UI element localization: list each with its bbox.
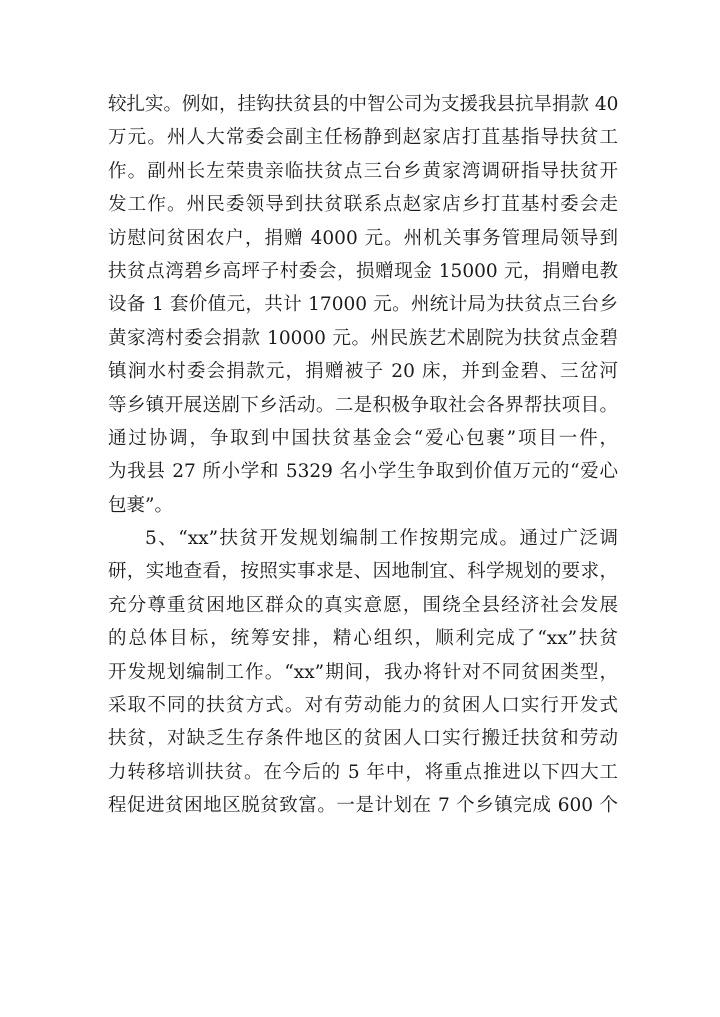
text-line: 的总体目标，统筹安排，精心组织，顺利完成了“xx”扶贫: [108, 628, 618, 650]
section-heading-line: 5、“xx”扶贫开发规划编制工作按期完成。通过广泛调: [145, 528, 618, 550]
text-line: 研，实地查看，按照实事求是、因地制宜、科学规划的要求，: [108, 561, 618, 583]
text-line: 访慰问贫困农户，捐赠 4000 元。州机关事务管理局领导到: [108, 227, 618, 249]
text-line: 充分尊重贫困地区群众的真实意愿，围绕全县经济社会发展: [108, 594, 618, 616]
text-line: 作。副州长左荣贵亲临扶贫点三台乡黄家湾调研指导扶贫开: [108, 160, 618, 182]
text-line: 力转移培训扶贫。在今后的 5 年中，将重点推进以下四大工: [108, 761, 618, 783]
text-line: 设备 1 套价值元，共计 17000 元。州统计局为扶贫点三台乡: [108, 294, 618, 316]
text-line: 较扎实。例如，挂钩扶贫县的中智公司为支援我县抗旱捐款 40: [108, 94, 619, 115]
text-line: 扶贫点湾碧乡高坪子村委会，损赠现金 15000 元，捐赠电教: [108, 260, 618, 282]
text-line: 扶贫，对缺乏生存条件地区的贫困人口实行搬迁扶贫和劳动: [108, 728, 618, 750]
text-line: 通过协调，争取到中国扶贫基金会“爱心包裹”项目一件，: [108, 427, 618, 449]
body-text: [108, 88, 618, 823]
text-line: 发工作。州民委领导到扶贫联系点赵家店乡打苴基村委会走: [108, 194, 618, 216]
text-line: 黄家湾村委会捐款 10000 元。州民族艺术剧院为扶贫点金碧: [108, 327, 618, 349]
text-line: 镇涧水村委会捐款元，捐赠被子 20 床，并到金碧、三岔河: [108, 361, 618, 383]
text-line: 开发规划编制工作。“xx”期间，我办将针对不同贫困类型，: [108, 661, 618, 683]
text-line: 采取不同的扶贫方式。对有劳动能力的贫困人口实行开发式: [108, 695, 618, 717]
text-line: 为我县 27 所小学和 5329 名小学生争取到价值万元的“爱心: [108, 461, 618, 483]
text-line: 等乡镇开展送剧下乡活动。二是积极争取社会各界帮扶项目。: [108, 394, 618, 416]
paragraph-end-line: 包裹”。: [108, 494, 173, 516]
text-line: 程促进贫困地区脱贫致富。一是计划在 7 个乡镇完成 600 个: [108, 795, 618, 817]
text-line: 万元。州人大常委会副主任杨静到赵家店打苴基指导扶贫工: [108, 127, 618, 149]
